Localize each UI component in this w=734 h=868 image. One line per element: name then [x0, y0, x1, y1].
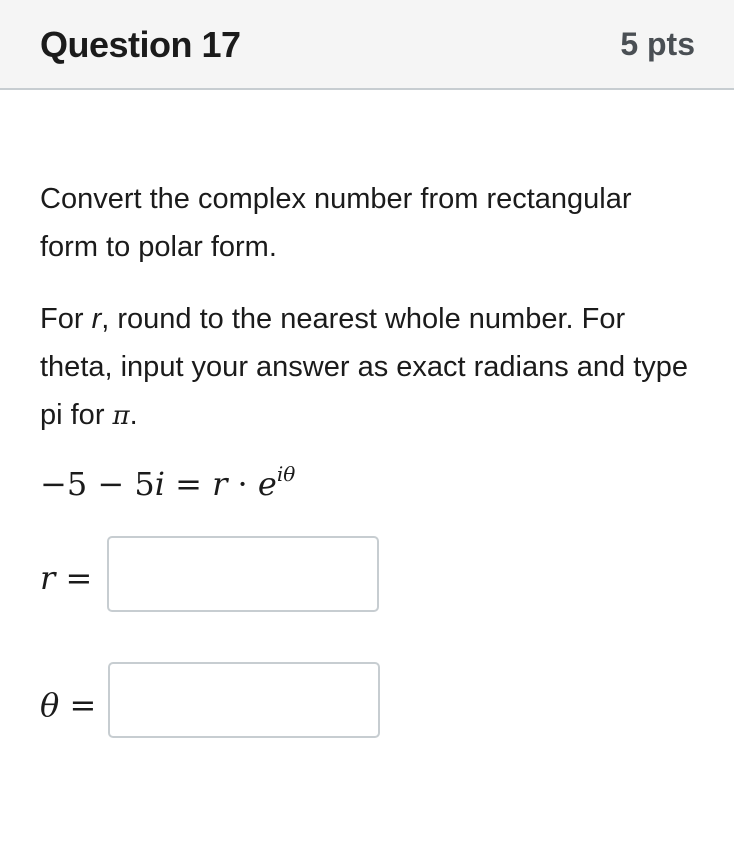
instructions-text: For	[40, 303, 92, 335]
equation-exponent: iθ	[276, 462, 296, 486]
theta-answer-label	[40, 686, 96, 724]
r-answer-label	[40, 559, 92, 597]
theta-label-var: θ	[40, 686, 60, 724]
equation-equals: =	[164, 465, 213, 503]
imaginary-unit: i	[154, 465, 165, 503]
theta-answer-input[interactable]	[108, 662, 380, 738]
r-label-var: r	[40, 559, 56, 597]
problem-equation	[40, 462, 295, 503]
pi-symbol: π	[112, 401, 130, 431]
question-points: 5 pts	[620, 26, 695, 62]
r-answer-input[interactable]	[107, 536, 379, 612]
r-label-equals: =	[55, 559, 93, 597]
question-instructions: Convert the complex number from rectangular form to polar form.	[40, 183, 632, 263]
question-header	[0, 0, 734, 90]
equation-e: e	[257, 465, 277, 503]
r-variable: r	[91, 303, 102, 335]
equation-r: r	[212, 465, 228, 503]
instructions-text: , round to the nearest whole number. For theta, input your answer as exact radians and type pi for	[40, 303, 689, 431]
equation-lhs: −5 − 5	[40, 465, 155, 503]
theta-label-equals: =	[59, 686, 97, 724]
equation-dot: ·	[227, 465, 258, 503]
question-title: Question 17	[40, 24, 241, 65]
instructions-text: .	[129, 399, 138, 431]
rounding-instructions	[40, 295, 700, 440]
